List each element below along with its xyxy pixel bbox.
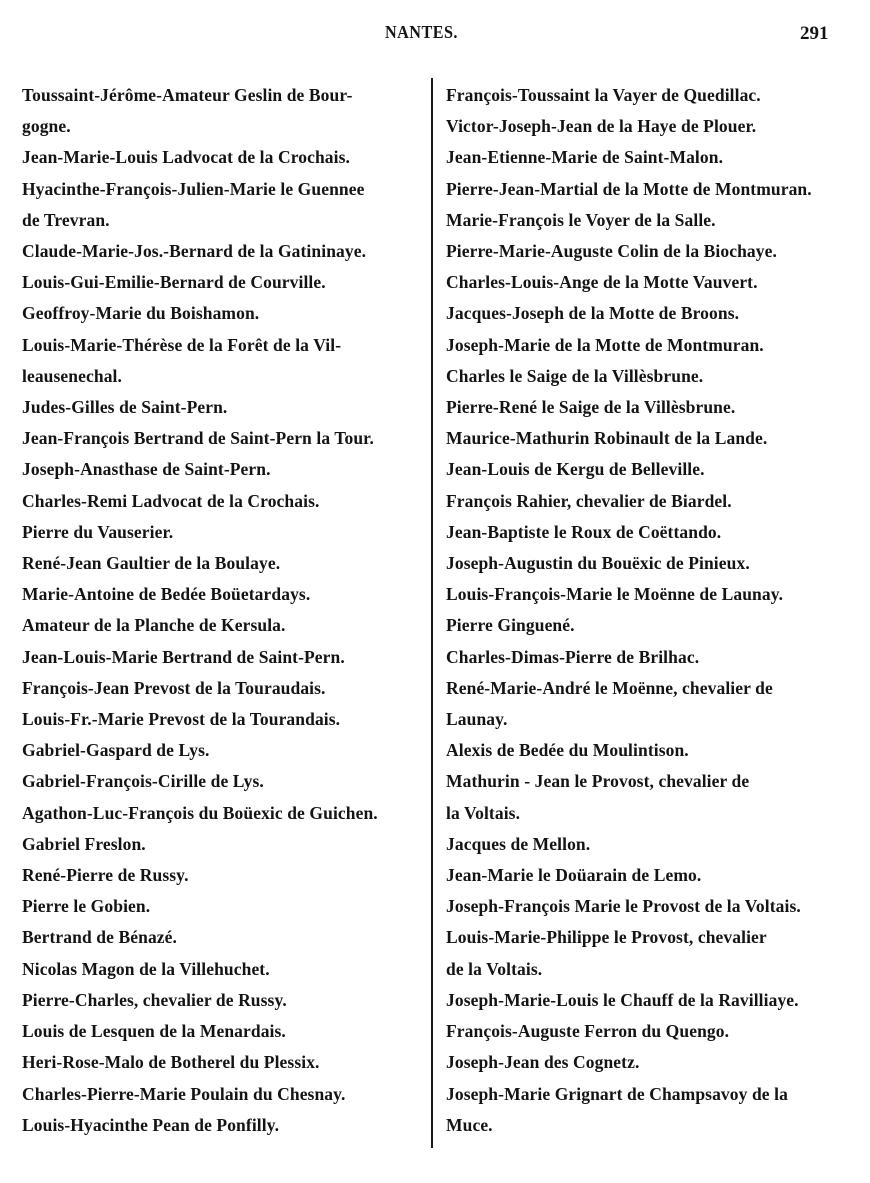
entry-line: Jean-Louis de Kergu de Belleville. <box>446 459 705 480</box>
list-item <box>446 142 850 173</box>
list-item <box>22 1047 422 1078</box>
entry-line: Pierre le Gobien. <box>22 896 151 917</box>
list-item <box>22 517 422 548</box>
entry-line: Louis-Marie-Philippe le Provost, chevalier <box>446 927 767 948</box>
list-item <box>446 111 850 142</box>
list-item <box>22 486 422 517</box>
list-item <box>446 454 850 485</box>
list-item <box>22 423 422 454</box>
list-item <box>22 298 422 329</box>
list-item <box>446 298 850 329</box>
entry-line: Pierre Ginguené. <box>446 615 575 636</box>
entry-line: Maurice-Mathurin Robinault de la Lande. <box>446 428 768 449</box>
entry-line: Jean-Etienne-Marie de Saint-Malon. <box>446 147 724 168</box>
list-item <box>22 985 422 1016</box>
entry-line: Joseph-François Marie le Provost de la Voltais. <box>446 896 801 917</box>
entry-line: Joseph-Marie-Louis le Chauff de la Ravilliaye. <box>446 989 799 1010</box>
entry-line: Louis-Gui-Emilie-Bernard de Courville. <box>22 272 326 293</box>
list-item <box>22 392 422 423</box>
list-item <box>22 891 422 922</box>
entry-line: Louis-François-Marie le Moënne de Launay. <box>446 584 784 605</box>
entry-line: Jean-Marie-Louis Ladvocat de la Crochais. <box>22 147 350 168</box>
list-item <box>446 486 850 517</box>
entry-line: Charles-Louis-Ange de la Motte Vauvert. <box>446 272 758 293</box>
entry-line: René-Marie-André le Moënne, chevalier de <box>446 677 773 698</box>
entry-line: Judes-Gilles de Saint-Pern. <box>22 397 228 418</box>
entry-line: Jean-Marie le Doüarain de Lemo. <box>446 865 702 886</box>
entry-line: Pierre-Charles, chevalier de Russy. <box>22 989 287 1010</box>
running-title: NANTES. <box>385 22 458 42</box>
list-item <box>446 860 850 891</box>
entry-line: François-Auguste Ferron du Quengo. <box>446 1021 730 1042</box>
list-item <box>446 1047 850 1078</box>
list-item <box>446 174 850 205</box>
entry-line: Joseph-Marie Grignart de Champsavoy de la <box>446 1083 788 1104</box>
entry-line: Joseph-Marie de la Motte de Montmuran. <box>446 334 764 355</box>
list-item <box>22 766 422 797</box>
list-item <box>446 735 850 766</box>
list-item <box>446 205 850 236</box>
entry-line: Mathurin - Jean le Provost, chevalier de <box>446 771 750 792</box>
list-item <box>446 673 850 735</box>
list-item <box>446 330 850 361</box>
entry-line: Gabriel-François-Cirille de Lys. <box>22 771 264 792</box>
entry-line: Louis de Lesquen de la Menardais. <box>22 1021 286 1042</box>
list-item <box>446 80 850 111</box>
list-item <box>22 860 422 891</box>
entry-line: Heri-Rose-Malo de Botherel du Plessix. <box>22 1052 320 1073</box>
entry-line: Hyacinthe-François-Julien-Marie le Guennee <box>22 178 365 199</box>
entry-line: Joseph-Jean des Cognetz. <box>446 1052 640 1073</box>
list-item <box>446 642 850 673</box>
list-item <box>22 1110 422 1141</box>
column-divider <box>431 78 433 1148</box>
list-item <box>446 922 850 984</box>
entry-continuation-line: de la Voltais. <box>446 958 543 979</box>
entry-line: Charles le Saige de la Villèsbrune. <box>446 365 704 386</box>
list-item <box>22 704 422 735</box>
list-item <box>22 1079 422 1110</box>
list-item <box>446 361 850 392</box>
entry-continuation-line: la Voltais. <box>446 802 521 823</box>
entry-line: Louis-Fr.-Marie Prevost de la Tourandais. <box>22 709 341 730</box>
list-item <box>446 548 850 579</box>
list-item <box>446 423 850 454</box>
list-item <box>22 267 422 298</box>
entry-line: Toussaint-Jérôme-Amateur Geslin de Bour- <box>22 85 353 105</box>
list-item <box>22 642 422 673</box>
list-item <box>446 891 850 922</box>
entry-line: Jean-Louis-Marie Bertrand de Saint-Pern. <box>22 646 345 667</box>
entry-line: Louis-Hyacinthe Pean de Ponfilly. <box>22 1114 280 1135</box>
entry-line: René-Pierre de Russy. <box>22 865 189 886</box>
list-item <box>446 1016 850 1047</box>
entry-line: Pierre du Vauserier. <box>22 521 174 542</box>
entry-line: François-Toussaint la Vayer de Quedillac. <box>446 85 761 105</box>
entry-line: Marie-François le Voyer de la Salle. <box>446 209 716 230</box>
entry-line: Jean-François Bertrand de Saint-Pern la Tour. <box>22 428 374 449</box>
entry-line: Joseph-Augustin du Bouëxic de Pinieux. <box>446 553 750 574</box>
entry-line: Pierre-Jean-Martial de la Motte de Montmuran. <box>446 178 812 199</box>
list-item <box>446 579 850 610</box>
list-item <box>22 673 422 704</box>
list-item <box>446 517 850 548</box>
entry-line: François Rahier, chevalier de Biardel. <box>446 490 732 511</box>
list-item <box>22 548 422 579</box>
list-item <box>446 829 850 860</box>
entry-continuation-line: gogne. <box>22 116 71 137</box>
entry-line: Jacques de Mellon. <box>446 833 591 854</box>
list-item <box>22 829 422 860</box>
page-number: 291 <box>800 23 829 44</box>
list-item <box>446 610 850 641</box>
entry-line: Pierre-René le Saige de la Villèsbrune. <box>446 397 736 418</box>
entry-continuation-line: Muce. <box>446 1114 493 1135</box>
entry-line: Gabriel Freslon. <box>22 833 146 854</box>
list-item <box>446 392 850 423</box>
entry-line: Charles-Remi Ladvocat de la Crochais. <box>22 490 320 511</box>
list-item <box>22 80 422 142</box>
list-item <box>22 922 422 953</box>
left-column <box>22 80 422 1141</box>
list-item <box>22 579 422 610</box>
entry-line: Charles-Dimas-Pierre de Brilhac. <box>446 646 700 667</box>
list-item <box>446 1079 850 1141</box>
entry-line: Jacques-Joseph de la Motte de Broons. <box>446 303 740 324</box>
list-item <box>22 174 422 236</box>
entry-line: Amateur de la Planche de Kersula. <box>22 615 286 636</box>
list-item <box>446 766 850 828</box>
list-item <box>22 610 422 641</box>
entry-line: Gabriel-Gaspard de Lys. <box>22 740 210 761</box>
entry-line: Alexis de Bedée du Moulintison. <box>446 740 689 761</box>
entry-line: Geoffroy-Marie du Boishamon. <box>22 303 260 324</box>
list-item <box>22 454 422 485</box>
entry-line: Victor-Joseph-Jean de la Haye de Plouer. <box>446 116 757 137</box>
list-item <box>22 954 422 985</box>
page-header <box>0 22 870 52</box>
entry-line: François-Jean Prevost de la Touraudais. <box>22 677 326 698</box>
entry-line: Marie-Antoine de Bedée Boüetardays. <box>22 584 311 605</box>
entry-line: Claude-Marie-Jos.-Bernard de la Gatininaye. <box>22 241 367 262</box>
entry-line: Bertrand de Bénazé. <box>22 927 177 948</box>
entry-line: Agathon-Luc-François du Boüexic de Guichen. <box>22 802 378 823</box>
entry-continuation-line: de Trevran. <box>22 209 110 230</box>
list-item <box>22 330 422 392</box>
entry-line: Jean-Baptiste le Roux de Coëttando. <box>446 521 722 542</box>
list-item <box>22 735 422 766</box>
entry-line: Louis-Marie-Thérèse de la Forêt de la Vil- <box>22 334 342 355</box>
entry-line: Charles-Pierre-Marie Poulain du Chesnay. <box>22 1083 346 1104</box>
right-column <box>446 80 850 1141</box>
entry-line: Nicolas Magon de la Villehuchet. <box>22 958 270 979</box>
list-item <box>446 236 850 267</box>
entry-continuation-line: leausenechal. <box>22 365 122 386</box>
list-item <box>22 236 422 267</box>
list-item <box>22 142 422 173</box>
list-item <box>22 1016 422 1047</box>
list-item <box>446 267 850 298</box>
entry-line: René-Jean Gaultier de la Boulaye. <box>22 553 281 574</box>
entry-line: Joseph-Anasthase de Saint-Pern. <box>22 459 271 480</box>
list-item <box>446 985 850 1016</box>
entry-line: Pierre-Marie-Auguste Colin de la Biochaye. <box>446 241 777 262</box>
entry-continuation-line: Launay. <box>446 709 508 730</box>
list-item <box>22 798 422 829</box>
